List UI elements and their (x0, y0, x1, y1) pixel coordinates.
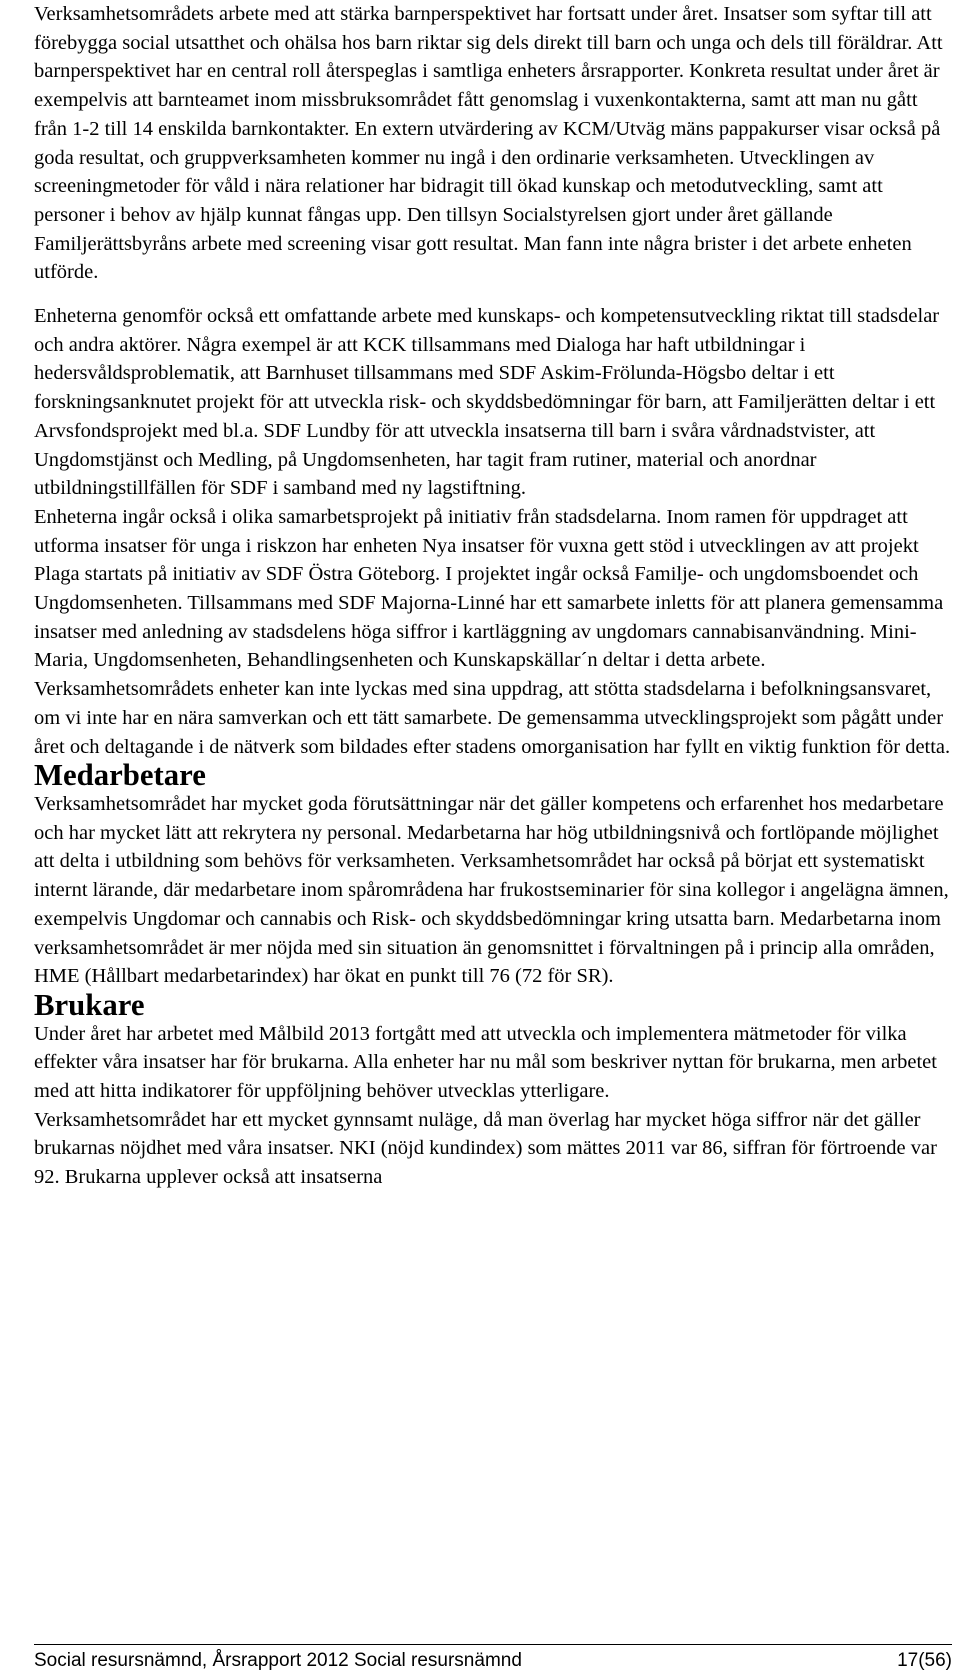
heading-medarbetare: Medarbetare (34, 758, 206, 793)
heading-brukare: Brukare (34, 987, 145, 1022)
paragraph-barnperspektiv: Verksamhetsområdets arbete med att stärka barnperspektivet har fortsatt under året. Insatser som syftar till att förebygga social utsatthet och ohälsa hos barn riktar sig dels direkt till barn och unga och dels till föräldrar. Att barnperspektivet har en central roll återspeglas i samtliga enheters årsrapporter. Konkreta resultat under året är exempelvis att barnteamet inom missbruksområdet fått genomslag i vuxenkontakterna, samt att man nu gått från 1-2 till 14 enskilda barnkontakter. En extern utvärdering av KCM/Utväg mäns pappakurser visar också på goda resultat, och gruppverksamheten kommer nu ingå i den ordinarie verksamheten. Utvecklingen av screeningmetoder för våld i nära relationer har bidragit till ökad kunskap och metodutveckling, samt att personer i behov av hjälp kunnat fångas upp. Den tillsyn Socialstyrelsen gjort under året gällande Familjerättsbyråns arbete med screening visar gott resultat. Man fann inte några brister i det arbete enheten utförde. (34, 3, 943, 284)
paragraph-medarbetare: Verksamhetsområdet har mycket goda förutsättningar när det gäller kompetens och erfarenhet hos medarbetare och har mycket lätt att rekrytera ny personal. Medarbetarna har hög utbildningsnivå och fortlöpande möjlighet att delta i utbildning som behövs för verksamheten. Verksamhetsområdet har också på börjat ett systematiskt internt lärande, där medarbetare inom spårområdena har frukostseminarier för sina kollegor i angelägna ämnen, exempelvis Ungdomar och cannabis och Risk- och skyddsbedömningar kring utsatta barn. Medarbetarna inom verksamhetsområdet är mer nöjda med sin situation än genomsnittet i förvaltningen på i princip alla områden, HME (Hållbart medarbetarindex) har ökat en punkt till 76 (72 för SR). (34, 792, 949, 988)
paragraph-kompetensutveckling: Enheterna genomför också ett omfattande arbete med kunskaps- och kompetensutveckling riktat till stadsdelar och andra aktörer. Några exempel är att KCK tillsammans med Dialoga har haft utbildningar i hedersvåldsproblematik, att Barnhuset tillsammans med SDF Askim-Frölunda-Högsbo deltar i ett forskningsanknutet projekt för att utveckla risk- och skyddsbedömningar för barn, att Familjerätten deltar i ett Arvsfondsprojekt med bl.a. SDF Lundby för att utveckla insatserna till barn i svåra vårdnadstvister, att Ungdomstjänst och Medling, på Ungdomsenheten, har tagit fram rutiner, material och anordnar utbildningstillfällen för SDF i samband med ny lagstiftning. (34, 305, 940, 500)
paragraph-brukare-malbild: Under året har arbetet med Målbild 2013 fortgått med att utveckla och implementera mätmetoder för vilka effekter våra insatser har för brukarna. Alla enheter har nu mål som beskriver nyttan för brukarna, men arbetet med att hitta indikatorer för uppföljning behöver utvecklas ytterligare. (34, 1022, 937, 1103)
paragraph-samarbetsprojekt: Enheterna ingår också i olika samarbetsprojekt på initiativ från stadsdelarna. Inom ramen för uppdraget att utforma insatser för unga i riskzon har enheten Nya insatser för vuxna gett stöd i utvecklingen av att projekt Plaga startats på initiativ av SDF Östra Göteborg. I projektet ingår också Familje- och ungdomsboendet och Ungdomsenheten. Tillsammans med SDF Majorna-Linné har ett samarbete inletts för att planera gemensamma insatser med anledning av stadsdelens höga siffror i kartläggning av ungdomars cannabisanvändning. Mini-Maria, Ungdomsenheten, Behandlingsenheten och Kunskapskällar´n deltar i detta arbete. (34, 505, 944, 672)
page-footer (34, 1644, 952, 1674)
footer-document-title: Social resursnämnd, Årsrapport 2012 Social resursnämnd (34, 1650, 522, 1671)
footer-page-number: 17(56) (897, 1650, 952, 1671)
paragraph-brukare-nojdhet: Verksamhetsområdet har ett mycket gynnsamt nuläge, då man överlag har mycket höga siffror när det gäller brukarnas nöjdhet med våra insatser. NKI (nöjd kundindex) som mättes 2011 var 86, siffran för förtroende var 92. Brukarna upplever också att insatserna (34, 1108, 937, 1189)
paragraph-samverkan: Verksamhetsområdets enheter kan inte lyckas med sina uppdrag, att stötta stadsdelarna i befolkningsansvaret, om vi inte har en nära samverkan och ett tätt samarbete. De gemensamma utvecklingsprojekt som pågått under året och deltagande i de nätverk som bildades efter stadens omorganisation har fyllt en viktig funktion för detta. (34, 678, 951, 758)
document-body (34, 0, 954, 1192)
